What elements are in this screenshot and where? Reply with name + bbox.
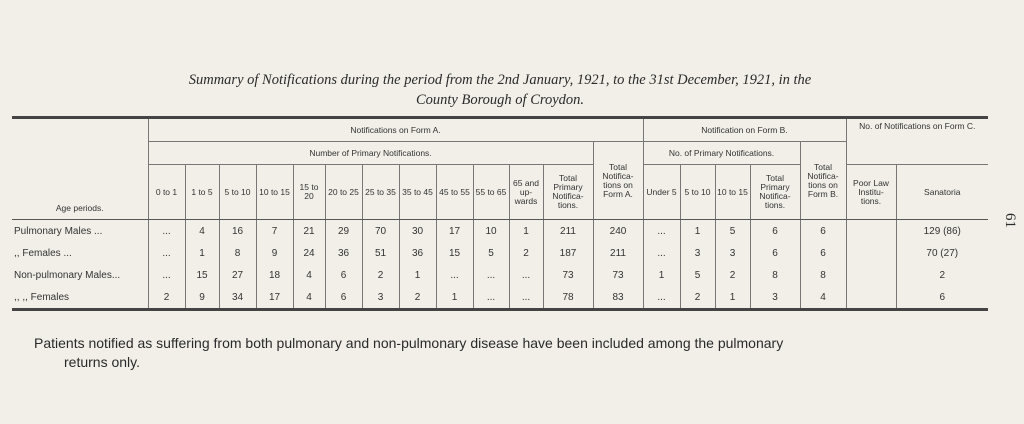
form-b-cell: 6 — [750, 242, 800, 264]
form-a-cell: 1 — [399, 264, 436, 286]
form-a-cell: 51 — [362, 242, 399, 264]
form-a-cell: 10 — [473, 220, 509, 243]
form-a-cell: 27 — [219, 264, 256, 286]
a-col-header: 55 to 65 — [473, 165, 509, 220]
a-col-header: 45 to 55 — [436, 165, 473, 220]
form-b-header: Notification on Form B. — [643, 118, 846, 142]
a-col-header: 35 to 45 — [399, 165, 436, 220]
page-title — [0, 70, 1000, 110]
form-a-cell: 17 — [436, 220, 473, 243]
title-line-2: County Borough of Croydon. — [415, 92, 585, 108]
form-b-cell: ... — [643, 242, 680, 264]
form-a-cell: ... — [148, 242, 185, 264]
a-col-header: Total Primary Notifica- tions. — [543, 165, 593, 220]
form-a-cell: 24 — [293, 242, 325, 264]
b-col-header: 5 to 10 — [680, 165, 715, 220]
form-a-cell: 7 — [256, 220, 293, 243]
form-c-cell — [846, 242, 896, 264]
form-a-cell: ... — [473, 264, 509, 286]
a-col-header: 10 to 15 — [256, 165, 293, 220]
title-line-1: Summary of Notifications during the period from the 2nd January, 1921, to the 31st December, 1921, in the — [188, 72, 812, 88]
form-a-cell: 4 — [185, 220, 219, 243]
form-a-cell: 6 — [325, 264, 362, 286]
a-col-header: 0 to 1 — [148, 165, 185, 220]
a-col-header: 5 to 10 — [219, 165, 256, 220]
footnote — [34, 334, 984, 372]
total-form-a-cell: 211 — [593, 242, 643, 264]
row-label: ,, ,, Females — [12, 286, 148, 310]
form-a-cell: 15 — [185, 264, 219, 286]
row-label: Non-pulmonary Males... — [14, 269, 121, 281]
form-a-cell: ... — [509, 264, 543, 286]
form-a-cell: 16 — [219, 220, 256, 243]
form-a-cell: 187 — [543, 242, 593, 264]
form-a-cell: ... — [148, 220, 185, 243]
a-col-header: 65 and up- wards — [509, 165, 543, 220]
table-row — [12, 242, 988, 264]
form-b-cell: 8 — [750, 264, 800, 286]
c-col-header: Poor Law Institu- tions. — [846, 165, 896, 220]
total-form-b-cell: 6 — [800, 220, 846, 243]
form-c-cell: 6 — [896, 286, 988, 310]
form-a-cell: 1 — [509, 220, 543, 243]
table-row — [12, 286, 988, 310]
form-b-cell: 2 — [715, 264, 750, 286]
total-form-b-cell: 8 — [800, 264, 846, 286]
form-c-cell: 129 (86) — [896, 220, 988, 243]
form-b-cell: 3 — [715, 242, 750, 264]
form-a-header: Notifications on Form A. — [148, 118, 643, 142]
form-a-cell: 2 — [399, 286, 436, 310]
form-b-cell: 1 — [680, 220, 715, 243]
form-a-cell: 1 — [436, 286, 473, 310]
form-c-cell: 2 — [896, 264, 988, 286]
form-b-cell: 5 — [715, 220, 750, 243]
a-col-header: 25 to 35 — [362, 165, 399, 220]
form-a-cell: 3 — [362, 286, 399, 310]
c-col-header: Sanatoria — [896, 165, 988, 220]
form-a-cell: 9 — [185, 286, 219, 310]
total-form-a-cell: 83 — [593, 286, 643, 310]
table-row — [12, 264, 988, 286]
form-a-cell: 73 — [543, 264, 593, 286]
age-periods-header: Age periods. — [12, 118, 148, 220]
total-form-b-cell: 6 — [800, 242, 846, 264]
form-a-cell: 34 — [219, 286, 256, 310]
form-a-cell: 21 — [293, 220, 325, 243]
form-a-cell: 2 — [509, 242, 543, 264]
form-b-cell: 3 — [750, 286, 800, 310]
form-a-cell: 36 — [399, 242, 436, 264]
form-a-cell: 70 — [362, 220, 399, 243]
primary-b-header: No. of Primary Notifications. — [643, 142, 800, 165]
form-a-cell: 2 — [362, 264, 399, 286]
form-a-cell: 17 — [256, 286, 293, 310]
form-a-cell: ... — [148, 264, 185, 286]
form-c-cell — [846, 264, 896, 286]
table-row — [12, 220, 988, 243]
form-a-cell: 6 — [325, 286, 362, 310]
form-a-cell: 78 — [543, 286, 593, 310]
form-c-header: No. of Notifications on Form C. — [846, 118, 988, 165]
form-c-cell — [846, 286, 896, 310]
form-a-cell: 4 — [293, 264, 325, 286]
form-a-cell: 9 — [256, 242, 293, 264]
form-a-cell: 211 — [543, 220, 593, 243]
form-a-cell: 5 — [473, 242, 509, 264]
total-form-b-cell: 4 — [800, 286, 846, 310]
form-b-cell: ... — [643, 286, 680, 310]
form-a-cell: ... — [509, 286, 543, 310]
form-a-cell: 8 — [219, 242, 256, 264]
form-a-cell: 1 — [185, 242, 219, 264]
row-label: Pulmonary Males ... — [14, 225, 103, 237]
b-col-header: 10 to 15 — [715, 165, 750, 220]
a-col-header: 20 to 25 — [325, 165, 362, 220]
form-b-cell: 3 — [680, 242, 715, 264]
form-a-cell: 30 — [399, 220, 436, 243]
table-body — [12, 220, 988, 310]
footnote-line-2: returns only. — [64, 354, 140, 370]
form-a-cell: 4 — [293, 286, 325, 310]
form-a-cell: 18 — [256, 264, 293, 286]
primary-a-header: Number of Primary Notifications. — [148, 142, 593, 165]
b-col-header: Total Primary Notifica- tions. — [750, 165, 800, 220]
form-a-cell: 2 — [148, 286, 185, 310]
a-col-header: 15 to 20 — [293, 165, 325, 220]
a-col-header: 1 to 5 — [185, 165, 219, 220]
form-b-cell: ... — [643, 220, 680, 243]
footnote-line-1: Patients notified as suffering from both pulmonary and non-pulmonary disease have been included among the pulmonary — [34, 335, 784, 351]
form-c-cell: 70 (27) — [896, 242, 988, 264]
b-col-header: Under 5 — [643, 165, 680, 220]
form-b-cell: 5 — [680, 264, 715, 286]
total-form-a-cell: 73 — [593, 264, 643, 286]
form-a-cell: ... — [473, 286, 509, 310]
form-a-cell: ... — [436, 264, 473, 286]
form-b-cell: 1 — [643, 264, 680, 286]
total-form-a-cell: 240 — [593, 220, 643, 243]
form-c-cell — [846, 220, 896, 243]
row-label: ,, Females ... — [14, 247, 72, 259]
form-a-cell: 36 — [325, 242, 362, 264]
page-number: 61 — [1002, 213, 1018, 228]
notifications-table — [12, 116, 988, 311]
total-form-a-header: Total Notifica- tions on Form A. — [593, 142, 643, 220]
form-a-cell: 15 — [436, 242, 473, 264]
form-a-cell: 29 — [325, 220, 362, 243]
total-form-b-header: Total Notifica- tions on Form B. — [800, 142, 846, 220]
form-b-cell: 2 — [680, 286, 715, 310]
form-b-cell: 6 — [750, 220, 800, 243]
form-b-cell: 1 — [715, 286, 750, 310]
